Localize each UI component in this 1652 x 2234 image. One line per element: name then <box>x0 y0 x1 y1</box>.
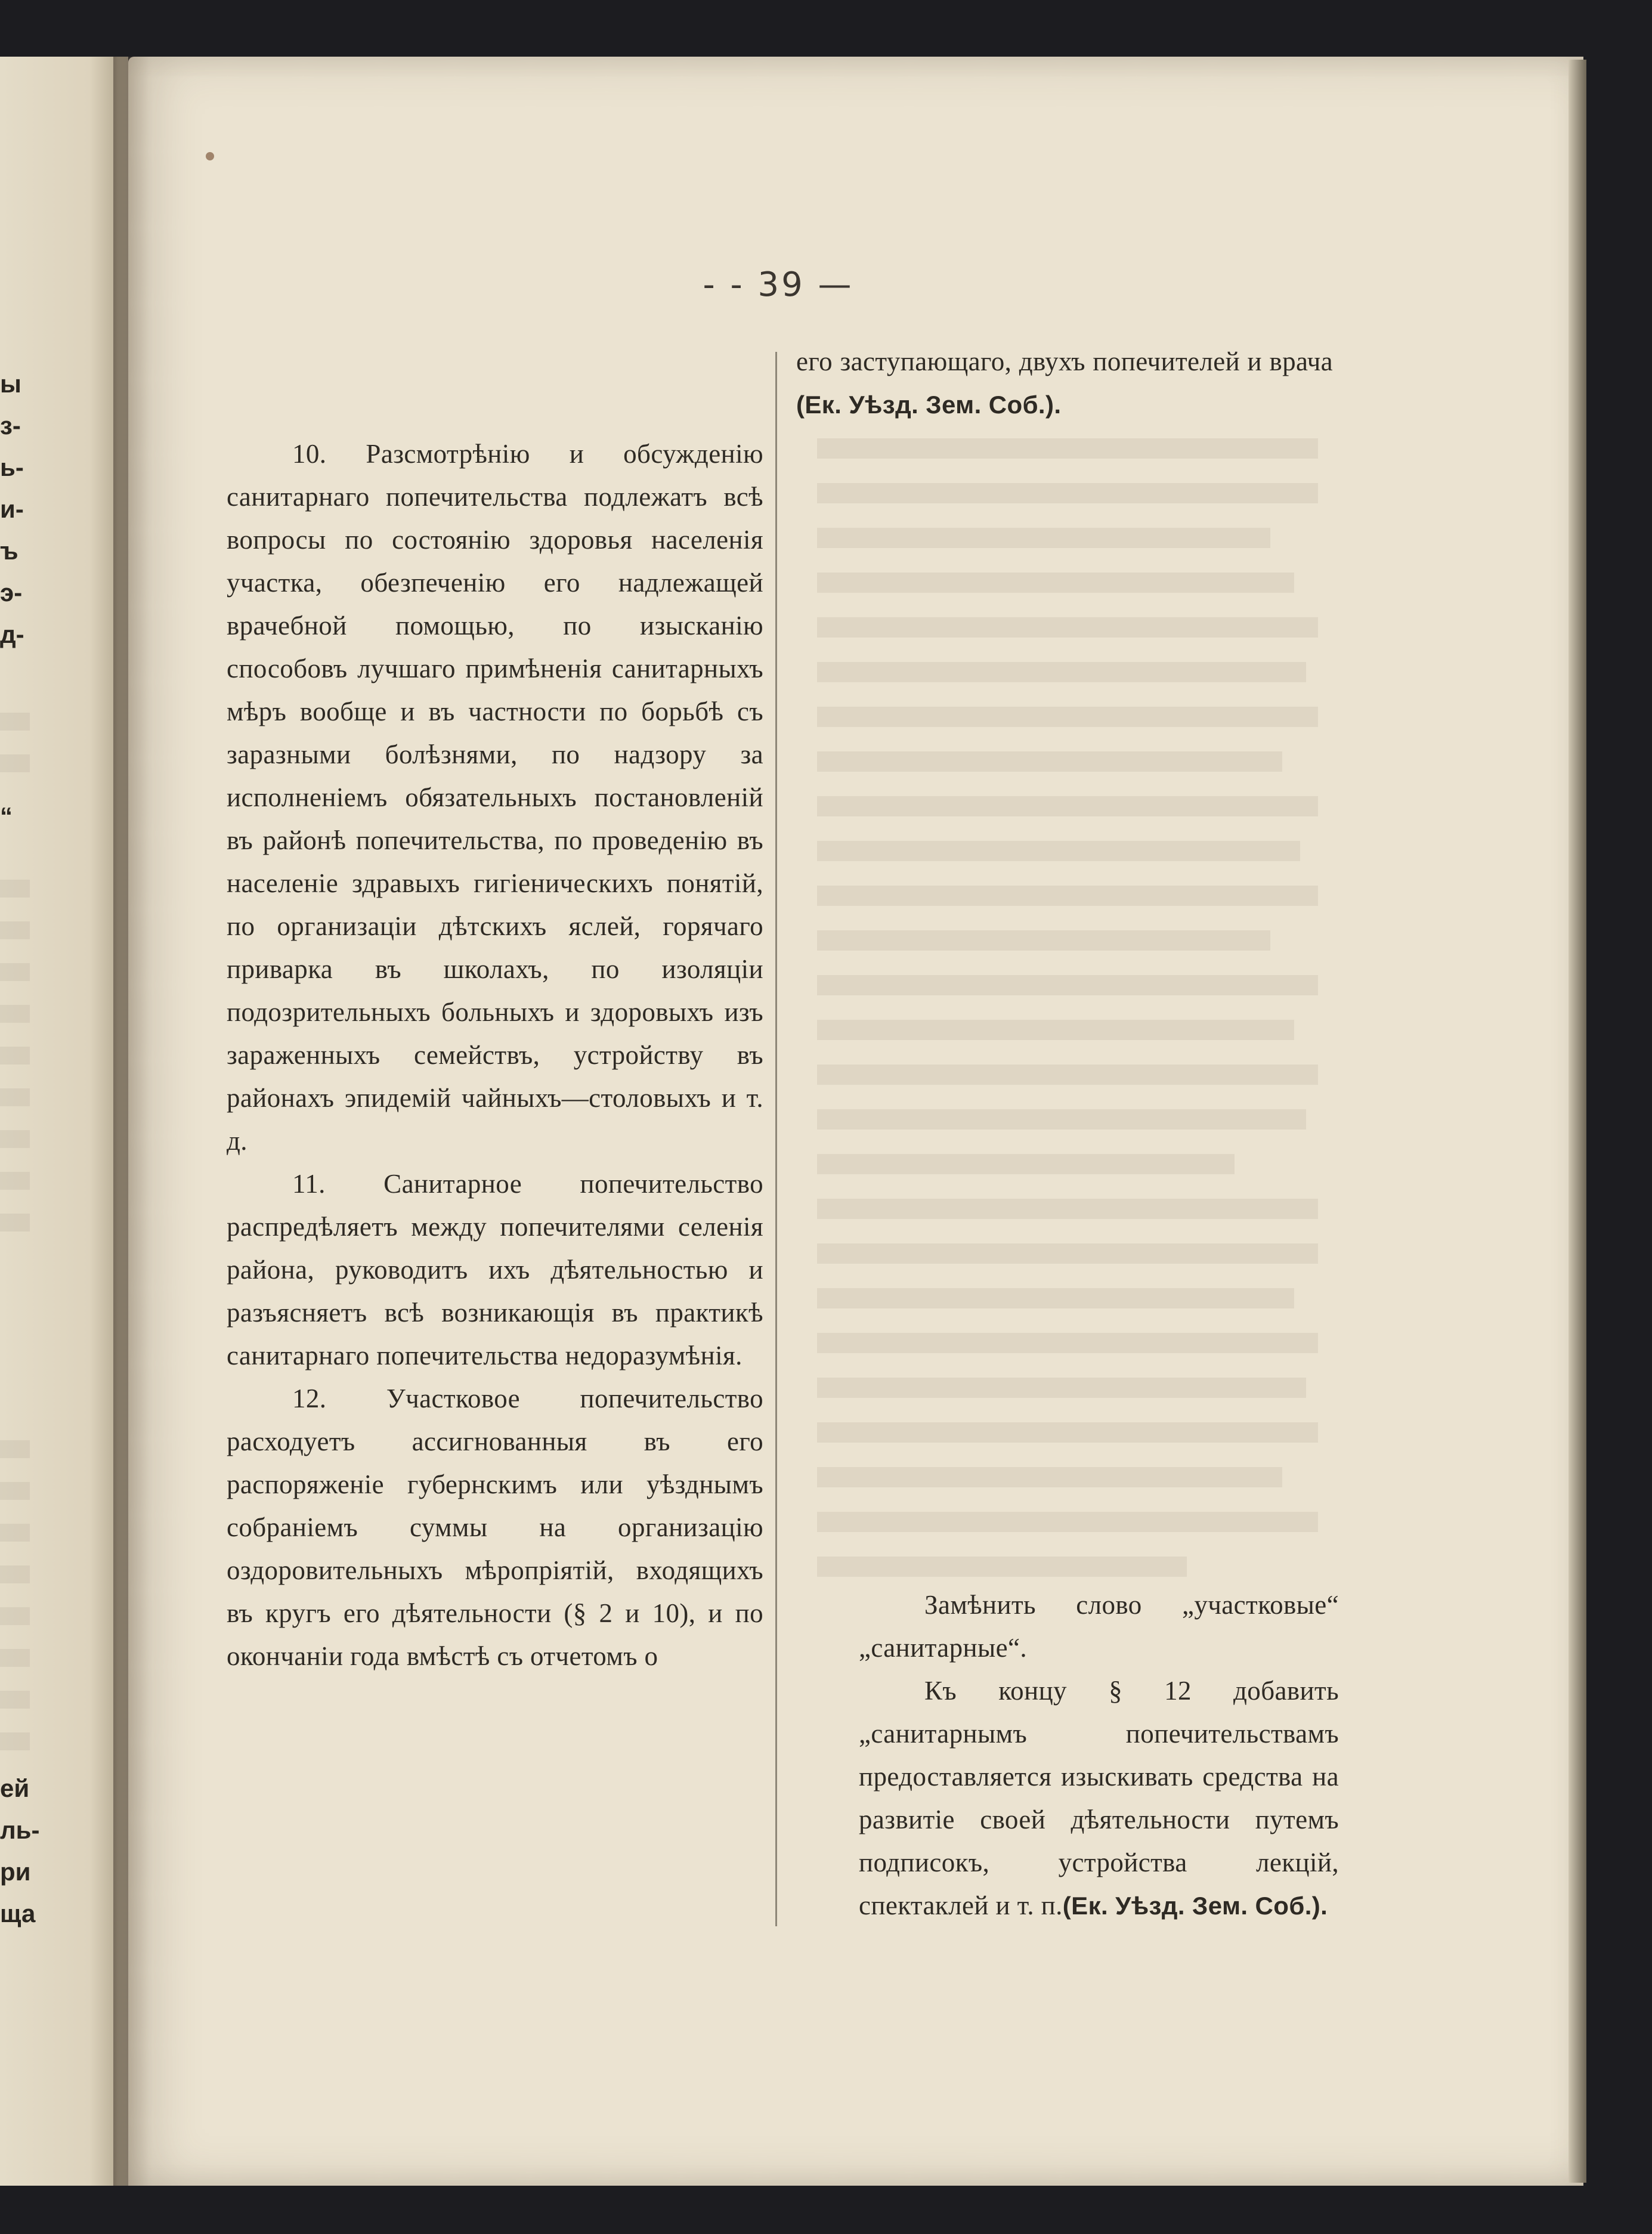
left-page-fragment: ей <box>0 1774 30 1802</box>
continuation-text: его заступающаго, двухъ попечителей и врача <box>796 346 1333 376</box>
left-page-fragment: ъ <box>0 537 18 565</box>
left-page-fragment: ы <box>0 370 21 398</box>
source-reference: (Ек. Уѣзд. Зем. Соб.). <box>796 391 1062 419</box>
left-page-fragment: ь- <box>0 453 24 481</box>
left-page-fragment: д- <box>0 620 24 648</box>
left-page-fragment: и- <box>0 495 24 523</box>
source-reference: (Ек. Уѣзд. Зем. Соб.). <box>1062 1892 1328 1920</box>
previous-page-edge <box>0 57 128 2186</box>
left-page-fragment: ль- <box>0 1816 40 1844</box>
paragraph-10: 10. Разсмотрѣнію и обсужденію санитарнаго попечительства подлежатъ всѣ вопросы по состоянію здоровья населенія участка, обезпеченію его надлежащей врачебной помощью, по изысканію способовъ лучшаго примѣненія санитарныхъ мѣръ вообще и въ частности по борьбѣ съ заразными болѣзнями, по надзору за исполненіемъ обязательныхъ постановленій въ районѣ попечительства, по проведенію въ населеніе здравыхъ гигіеническихъ понятій, по организаціи дѣтскихъ яслей, горячаго приварка въ школахъ, по изоляціи подозрительныхъ больныхъ и здоровыхъ изъ зараженныхъ семействъ, устройству въ районахъ эпидемій чайныхъ—столовыхъ и т. д. <box>227 439 763 1156</box>
paragraph-11: 11. Санитарное попечительство распредѣляетъ между попечителями селенія района, руководитъ ихъ дѣятельностью и разъясняетъ всѣ возникающія въ практикѣ санитарнаго попечительства недоразумѣнія. <box>227 1169 763 1370</box>
continuation-paragraph <box>796 340 1333 426</box>
amendment-2-text: Къ концу § 12 добавить „санитарнымъ попечительствамъ предоставляется изыскивать средства на развитіе своей дѣятельности путемъ подписокъ, устройства лекцій, спектаклей и т. п. <box>859 1676 1339 1920</box>
paragraph-12: 12. Участковое попечительство расходуетъ ассигнованныя въ его распоряженіе губернскимъ или уѣзднымъ собраніемъ суммы на организацію оздоровительныхъ мѣропріятій, входящихъ въ кругъ его дѣятельности (§ 2 и 10), и по окончаніи года вмѣстѣ съ отчетомъ о <box>227 1384 763 1671</box>
binding-shadow <box>113 57 149 2186</box>
column-divider <box>775 352 777 1926</box>
page-edge <box>1569 60 1586 2183</box>
amendment-1: Замѣнить слово „участковые“ „санитарные“. <box>859 1590 1339 1663</box>
right-column-continuation <box>796 340 1333 426</box>
paper-stain <box>206 152 214 160</box>
left-text-column <box>227 432 763 1678</box>
page-number: - - 39 — <box>703 265 854 304</box>
amendment-2 <box>859 1669 1339 1927</box>
left-page-fragment: “ <box>0 802 13 830</box>
left-page-fragment: ща <box>0 1899 36 1927</box>
left-page-fragment: з- <box>0 411 21 440</box>
right-column-amendments <box>859 1583 1339 1927</box>
left-page-fragment: ри <box>0 1858 31 1886</box>
left-page-fragment: э- <box>0 578 23 607</box>
